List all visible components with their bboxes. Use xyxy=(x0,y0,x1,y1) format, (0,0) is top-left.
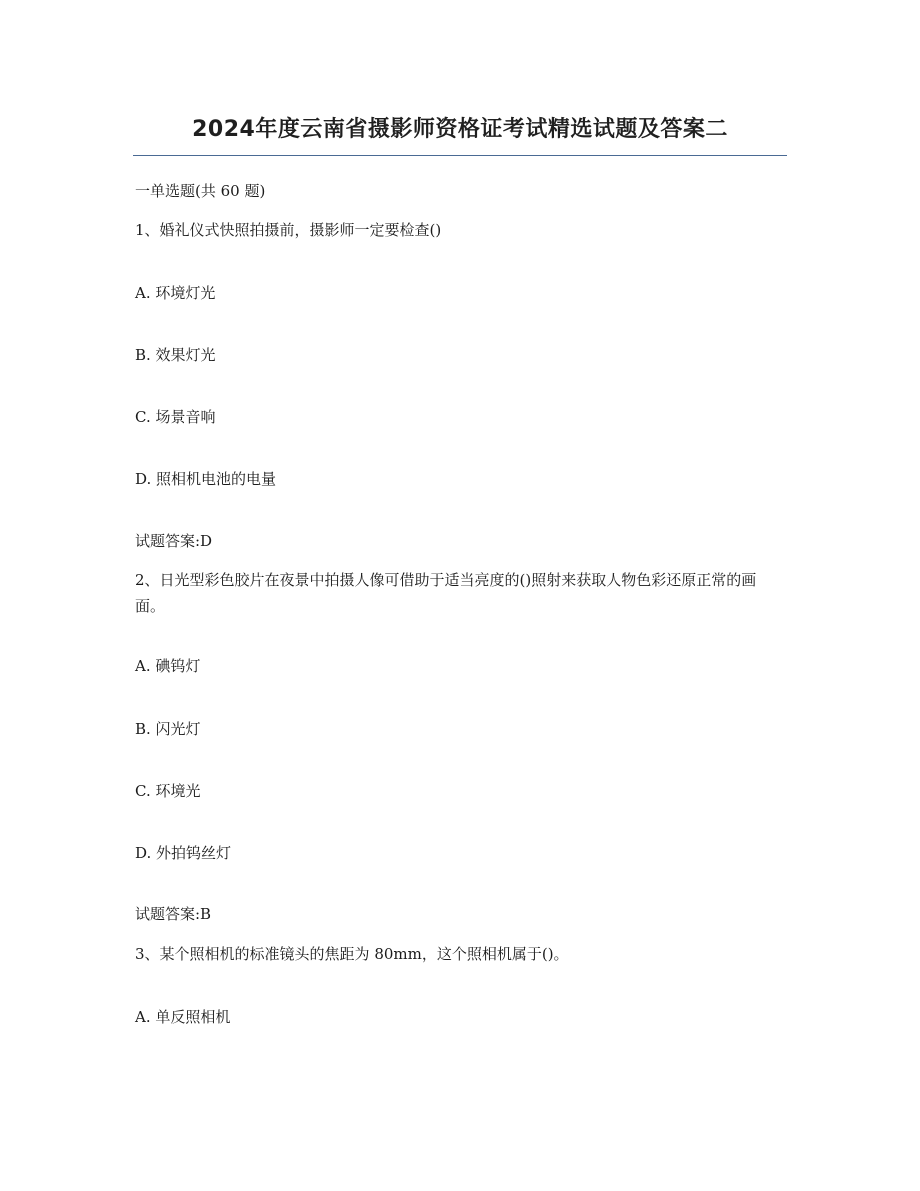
option-1-d: D. 照相机电池的电量 xyxy=(135,470,277,488)
option-2-c: C. 环境光 xyxy=(135,782,201,800)
option-1-a: A. 环境灯光 xyxy=(135,284,216,302)
section-heading: 一单选题(共 60 题) xyxy=(135,182,266,200)
option-2-b: B. 闪光灯 xyxy=(135,720,201,738)
answer-1: 试题答案:D xyxy=(135,532,213,550)
question-stem-2: 2、日光型彩色胶片在夜景中拍摄人像可借助于适当亮度的()照射来获取人物色彩还原正常的画面。 xyxy=(135,571,757,615)
question-stem-3: 3、某个照相机的标准镜头的焦距为 80mm，这个照相机属于()。 xyxy=(135,945,569,963)
option-2-d: D. 外拍钨丝灯 xyxy=(135,844,232,862)
answer-2: 试题答案:B xyxy=(135,905,212,923)
title-underline xyxy=(133,155,787,156)
option-1-b: B. 效果灯光 xyxy=(135,346,216,364)
option-2-a: A. 碘钨灯 xyxy=(135,657,201,675)
question-stem-1: 1、婚礼仪式快照拍摄前，摄影师一定要检查() xyxy=(135,221,442,239)
option-3-a: A. 单反照相机 xyxy=(135,1008,231,1026)
option-1-c: C. 场景音响 xyxy=(135,408,216,426)
document-title: 2024年度云南省摄影师资格证考试精选试题及答案二 xyxy=(192,117,728,142)
